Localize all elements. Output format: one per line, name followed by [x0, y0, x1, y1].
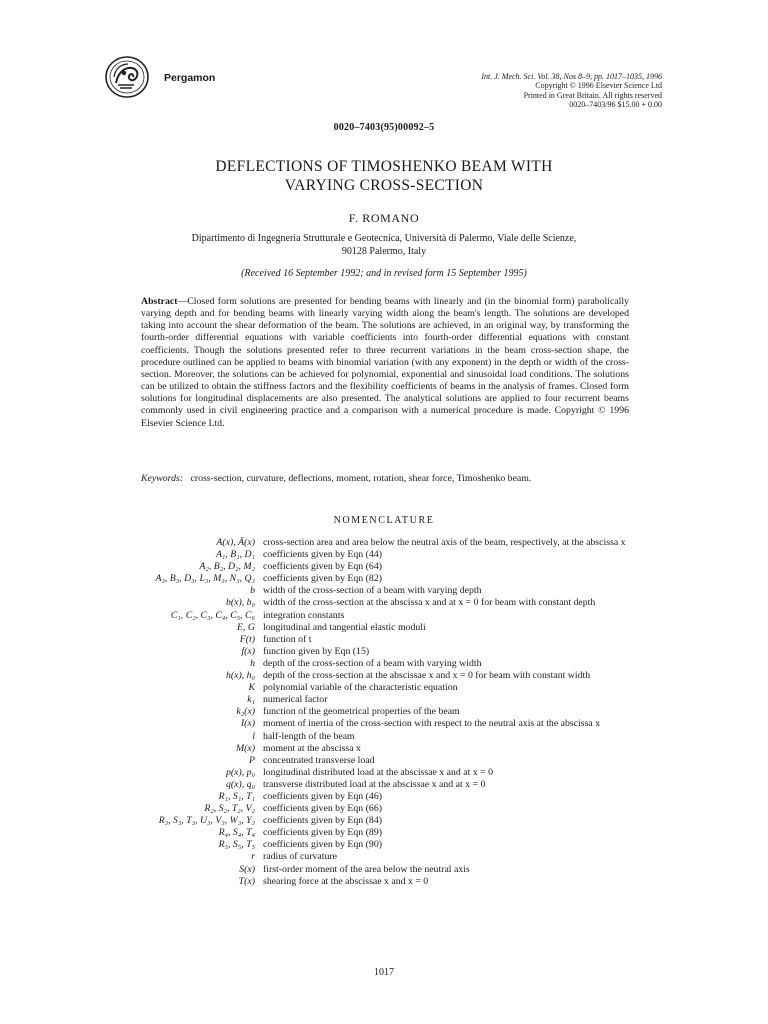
- publisher-logo-icon: [104, 55, 150, 99]
- nomenclature-definition: moment of inertia of the cross-section with respect to the neutral axis at the abscissa x: [263, 718, 601, 730]
- nomenclature-definition: width of the cross-section of a beam with varying depth: [263, 585, 482, 597]
- nomenclature-definition: moment at the abscissa x: [263, 742, 361, 754]
- abstract: [141, 296, 629, 430]
- nomenclature-entry: [100, 815, 670, 827]
- nomenclature-entry: [100, 622, 670, 634]
- publisher-name: Pergamon: [164, 72, 216, 84]
- nomenclature-symbol: P: [249, 754, 255, 766]
- title-line: DEFLECTIONS OF TIMOSHENKO BEAM WITH: [215, 158, 553, 175]
- nomenclature-symbol: M(x): [235, 742, 255, 754]
- nomenclature-entry: [100, 573, 670, 585]
- nomenclature-symbol: S(x): [239, 863, 255, 875]
- affiliation-line: Dipartimento di Ingegneria Strutturale e Geotecnica, Università di Palermo, Viale delle Scienze,: [191, 233, 577, 244]
- nomenclature-entry: [100, 646, 670, 658]
- nomenclature-symbol: A₁, B₁, D₁: [215, 549, 255, 561]
- nomenclature-entry: [100, 779, 670, 791]
- keywords-label: Keywords:: [141, 473, 184, 484]
- page-number: 1017: [374, 967, 394, 978]
- abstract-text: —Closed form solutions are presented for bending beams with linearly and (in the binomial form) parabolically varying depth and for bending beams with linearly varying width along the beam's length. The solutions are developed taking into account the shear deformation of the beam. The solutions are achieved, in an original way, by transforming the fourth-order differential equations with variable coefficients into fourth-order differential equations with constant coefficients. Though the solutions presented refer to three recurrent variations in the beam cross-section shape, the procedure outlined can be applied to beams with binomial variation (with any exponent) in the depth or width of the cross-section. Moreover, the solutions can be achieved for polynomial, exponential and sinusoidal load conditions. The solutions can be utilized to obtain the stiffness factors and the flexibility coefficients of beams in the analysis of frames. Closed form solutions for longitudinal displacements are also presented. The analytical solutions are applied to four recurrent beams commonly used in civil engineering practice and a comparison with a numerical procedure is made. Copyright © 1996 Elsevier Science Ltd.: [141, 296, 629, 429]
- nomenclature-symbol: h: [250, 657, 255, 669]
- nomenclature-symbol: k₁: [247, 694, 255, 706]
- nomenclature-symbol: R₂, S₂, T₂, V₂: [204, 803, 255, 815]
- title-line: VARYING CROSS-SECTION: [284, 177, 484, 194]
- nomenclature-definition: depth of the cross-section of a beam with varying width: [263, 657, 482, 669]
- nomenclature-entry: [100, 597, 670, 609]
- nomenclature-entry: [100, 537, 670, 549]
- nomenclature-definition: longitudinal and tangential elastic moduli: [263, 621, 426, 633]
- journal-line: Copyright © 1996 Elsevier Science Ltd: [535, 81, 662, 91]
- nomenclature-entry: [100, 561, 670, 573]
- nomenclature-definition: radius of curvature: [263, 851, 337, 863]
- nomenclature-entry: [100, 864, 670, 876]
- nomenclature-definition: coefficients given by Eqn (64): [263, 561, 382, 573]
- keywords-text: cross-section, curvature, deflections, moment, rotation, shear force, Timoshenko beam.: [190, 473, 532, 484]
- nomenclature-definition: integration constants: [263, 609, 345, 621]
- nomenclature-definition: first-order moment of the area below the neutral axis: [263, 863, 470, 875]
- nomenclature-entry: [100, 791, 670, 803]
- nomenclature-symbol: A(x), Ā(x): [216, 537, 255, 548]
- nomenclature-symbol: r: [251, 851, 255, 863]
- nomenclature-symbol: l: [252, 730, 255, 742]
- nomenclature-symbol: h(x), h₀: [226, 670, 255, 682]
- nomenclature-symbol: R₁, S₁, T₁: [218, 790, 255, 802]
- nomenclature-definition: function of the geometrical properties of the beam: [263, 706, 460, 718]
- nomenclature-symbol: b(x), b₀: [226, 597, 255, 609]
- nomenclature-definition: concentrated transverse load: [263, 754, 375, 766]
- nomenclature-entry: [100, 694, 670, 706]
- nomenclature-definition: function of t: [263, 633, 312, 645]
- nomenclature-symbol: A₃, B₃, D₃, L₃, M₃, N₃, Q₃: [155, 573, 255, 585]
- nomenclature-entry: [100, 610, 670, 622]
- nomenclature-symbol: I(x): [240, 718, 255, 730]
- nomenclature-symbol: C₁, C₂, C₃, C₄, C₅, C₆: [170, 609, 255, 621]
- nomenclature-entry: [100, 634, 670, 646]
- nomenclature-definition: coefficients given by Eqn (82): [263, 573, 382, 585]
- nomenclature-entry: [100, 767, 670, 779]
- nomenclature-definition: transverse distributed load at the abscissae x and at x = 0: [263, 778, 486, 790]
- paper-title: [0, 157, 768, 195]
- nomenclature-definition: polynomial variable of the characteristic equation: [263, 682, 458, 694]
- nomenclature-definition: coefficients given by Eqn (46): [263, 790, 382, 802]
- nomenclature-definition: coefficients given by Eqn (89): [263, 827, 382, 839]
- nomenclature-definition: shearing force at the abscissae x and x = 0: [263, 875, 429, 887]
- nomenclature-entry: [100, 682, 670, 694]
- nomenclature-entry: [100, 585, 670, 597]
- doi: 0020–7403(95)00092–5: [333, 122, 435, 133]
- nomenclature-entry: [100, 851, 670, 863]
- nomenclature-symbol: R₄, S₄, T₄: [218, 827, 255, 839]
- abstract-label: Abstract: [141, 296, 178, 307]
- nomenclature-definition: depth of the cross-section at the abscissae x and x = 0 for beam with constant width: [263, 670, 591, 682]
- nomenclature-entry: [100, 839, 670, 851]
- affiliation-line: 90128 Palermo, Italy: [341, 245, 427, 257]
- affiliation: [0, 233, 768, 258]
- nomenclature-symbol: k₂(x): [236, 706, 255, 718]
- nomenclature-entry: [100, 743, 670, 755]
- nomenclature-definition: coefficients given by Eqn (90): [263, 839, 382, 851]
- nomenclature-entry: [100, 670, 670, 682]
- nomenclature-list: [100, 537, 670, 888]
- journal-line: Printed in Great Britain. All rights reserved: [523, 90, 662, 100]
- nomenclature-symbol: T(x): [238, 875, 255, 887]
- journal-citation: [342, 72, 662, 110]
- nomenclature-definition: longitudinal distributed load at the abscissae x and at x = 0: [263, 766, 493, 778]
- received-dates: (Received 16 September 1992; and in revised form 15 September 1995): [241, 268, 527, 279]
- nomenclature-symbol: R₅, S₅, T₅: [218, 839, 255, 851]
- nomenclature-entry: [100, 827, 670, 839]
- nomenclature-symbol: K: [248, 682, 255, 694]
- nomenclature-symbol: b: [250, 585, 255, 597]
- nomenclature-entry: [100, 718, 670, 730]
- nomenclature-symbol: F(t): [239, 633, 255, 645]
- journal-line: Int. J. Mech. Sci. Vol. 38, Nos 8–9, pp. 1017–1035, 1996: [481, 72, 662, 81]
- nomenclature-definition: width of the cross-section at the abscissa x and at x = 0 for beam with constant depth: [263, 597, 596, 609]
- nomenclature-symbol: q(x), q₀: [226, 778, 255, 790]
- nomenclature-definition: coefficients given by Eqn (44): [263, 549, 382, 561]
- author: F. ROMANO: [348, 211, 420, 225]
- nomenclature-entry: [100, 803, 670, 815]
- nomenclature-symbol: f(x): [241, 645, 255, 657]
- nomenclature-definition: cross-section area and area below the neutral axis of the beam, respectively, at the abscissa x: [263, 537, 626, 548]
- nomenclature-entry: [100, 549, 670, 561]
- journal-line: 0020–7403/96 $15.00 + 0.00: [569, 100, 662, 110]
- nomenclature-entry: [100, 731, 670, 743]
- nomenclature-entry: [100, 876, 670, 888]
- nomenclature-symbol: A₂, B₂, D₂, M₂: [199, 561, 255, 573]
- nomenclature-definition: numerical factor: [263, 694, 328, 706]
- nomenclature-definition: half-length of the beam: [263, 730, 355, 742]
- nomenclature-heading: NOMENCLATURE: [333, 515, 435, 526]
- nomenclature-entry: [100, 706, 670, 718]
- nomenclature-entry: [100, 755, 670, 767]
- nomenclature-symbol: p(x), p₀: [226, 766, 255, 778]
- nomenclature-definition: coefficients given by Eqn (84): [263, 815, 382, 827]
- nomenclature-definition: coefficients given by Eqn (66): [263, 803, 382, 815]
- nomenclature-symbol: E, G: [237, 621, 255, 633]
- nomenclature-definition: function given by Eqn (15): [263, 645, 370, 657]
- nomenclature-entry: [100, 658, 670, 670]
- keywords: [141, 473, 629, 484]
- nomenclature-symbol: R₃, S₃, T₃, U₃, V₃, W₃, Y₃: [158, 815, 255, 827]
